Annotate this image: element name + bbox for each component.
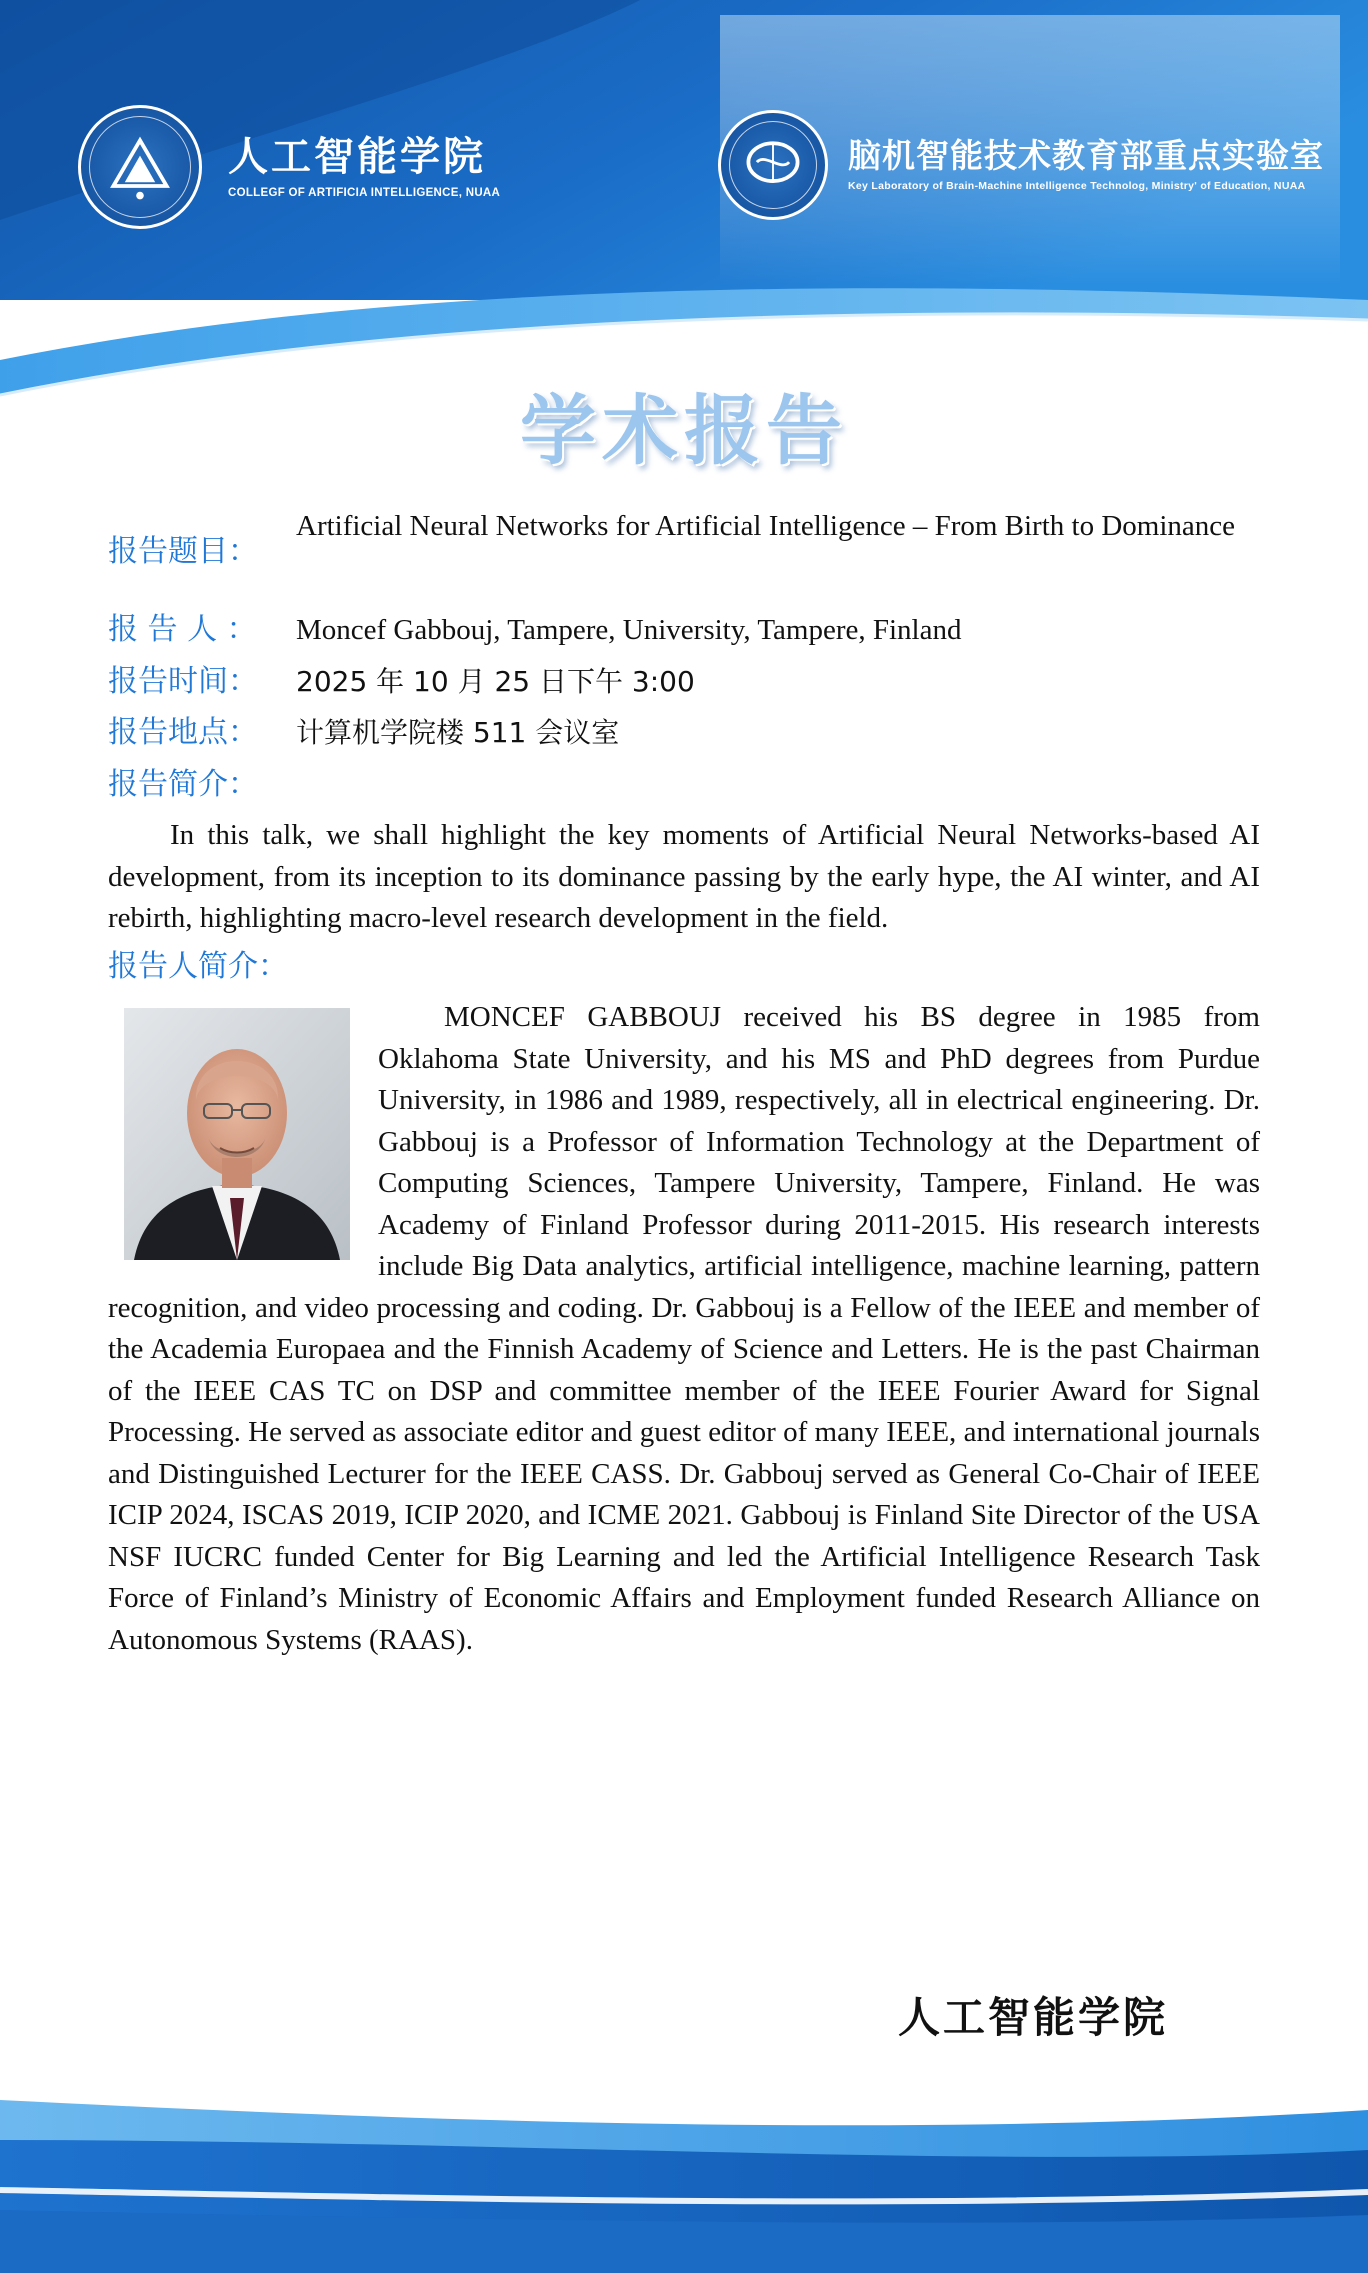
college-name-cn: 人工智能学院 [228,134,486,180]
location-label: 报告地点： [108,715,258,750]
topic-value: Artificial Neural Networks for Artificial Intelligence – From Birth to Dominance [296,510,1236,542]
location-value: 计算机学院楼 511 会议室 [296,716,620,749]
topic-label: 报告题目： [108,534,258,569]
lab-logo [718,110,1324,220]
portrait-wrap-spacer [108,997,378,1274]
footer-wave-band [0,2080,1368,2273]
lab-name-cn: 脑机智能技术教育部重点实验室 [848,135,1324,175]
abstract-text: In this talk, we shall highlight the key moments of Artificial Neural Networks-based AI development, from its inception to its dominance passing by the early hype, the AI winter, and AI rebirth, highlighting macro-level research development in the field. [108,819,1260,934]
time-value: 2025 年 10 月 25 日下午 3:00 [296,665,695,698]
college-logo [78,105,500,229]
bio-paragraph: MONCEF GABBOUJ received his BS degree in 1985 from Oklahoma State University, and his MS and PhD degrees from Purdue University, in 1986 and 1989, respectively, all in electrical engineering. Dr. Gabbouj is a Professor of Information Technology at the Department of Computing Sciences, Tampere University, Tampere, Finland. He was Academy of Finland Professor during 2011-2015. His research interests include Big Data analytics, artificial intelligence, machine learning, pattern recognition, and video processing and coding. Dr. Gabbouj is a Fellow of the IEEE and member of the Academia Europaea and the Finnish Academy of Science and Letters. He is the past Chairman of the IEEE CAS TC on DSP and committee member of the IEEE Fourier Award for Signal Processing. He served as associate editor and guest editor of many IEEE, and international journals and Distinguished Lecturer for the IEEE CASS. Dr. Gabbouj served as General Co-Chair of IEEE ICIP 2024, ISCAS 2019, ICIP 2020, and ICME 2021. Gabbouj is Finland Site Director of the USA NSF IUCRC funded Center for Big Learning and led the Artificial Intelligence Research Task Force of Finland’s Ministry of Economic Affairs and Employment funded Research Alliance on Autonomous Systems (RAAS). [108,1001,1260,1656]
lab-name-en: Key Laboratory of Brain-Machine Intelligence Technolog, Ministry' of Education, NUAA [848,180,1306,193]
college-name-en: COLLEGF OF ARTIFICIA INTELLIGENCE, NUAA [228,187,501,199]
location-row [108,707,1260,759]
brain-machine-lab-seal-icon [718,110,828,220]
time-row [108,656,1260,708]
speaker-label: 报 告 人 ： [108,612,257,647]
topic-row [108,500,1260,578]
speaker-row [108,604,1260,656]
time-label: 报告时间： [108,664,258,699]
bio-label: 报告人简介： [108,949,288,984]
page-title: 学术报告 [520,386,848,475]
nuaa-ai-college-seal-icon [78,105,202,229]
bio-text [108,997,1260,1661]
speaker-value: Moncef Gabbouj, Tampere, University, Tampere, Finland [296,614,962,646]
organizer-signature: 人工智能学院 [897,1993,1168,2042]
abstract-label: 报告简介： [108,767,258,802]
